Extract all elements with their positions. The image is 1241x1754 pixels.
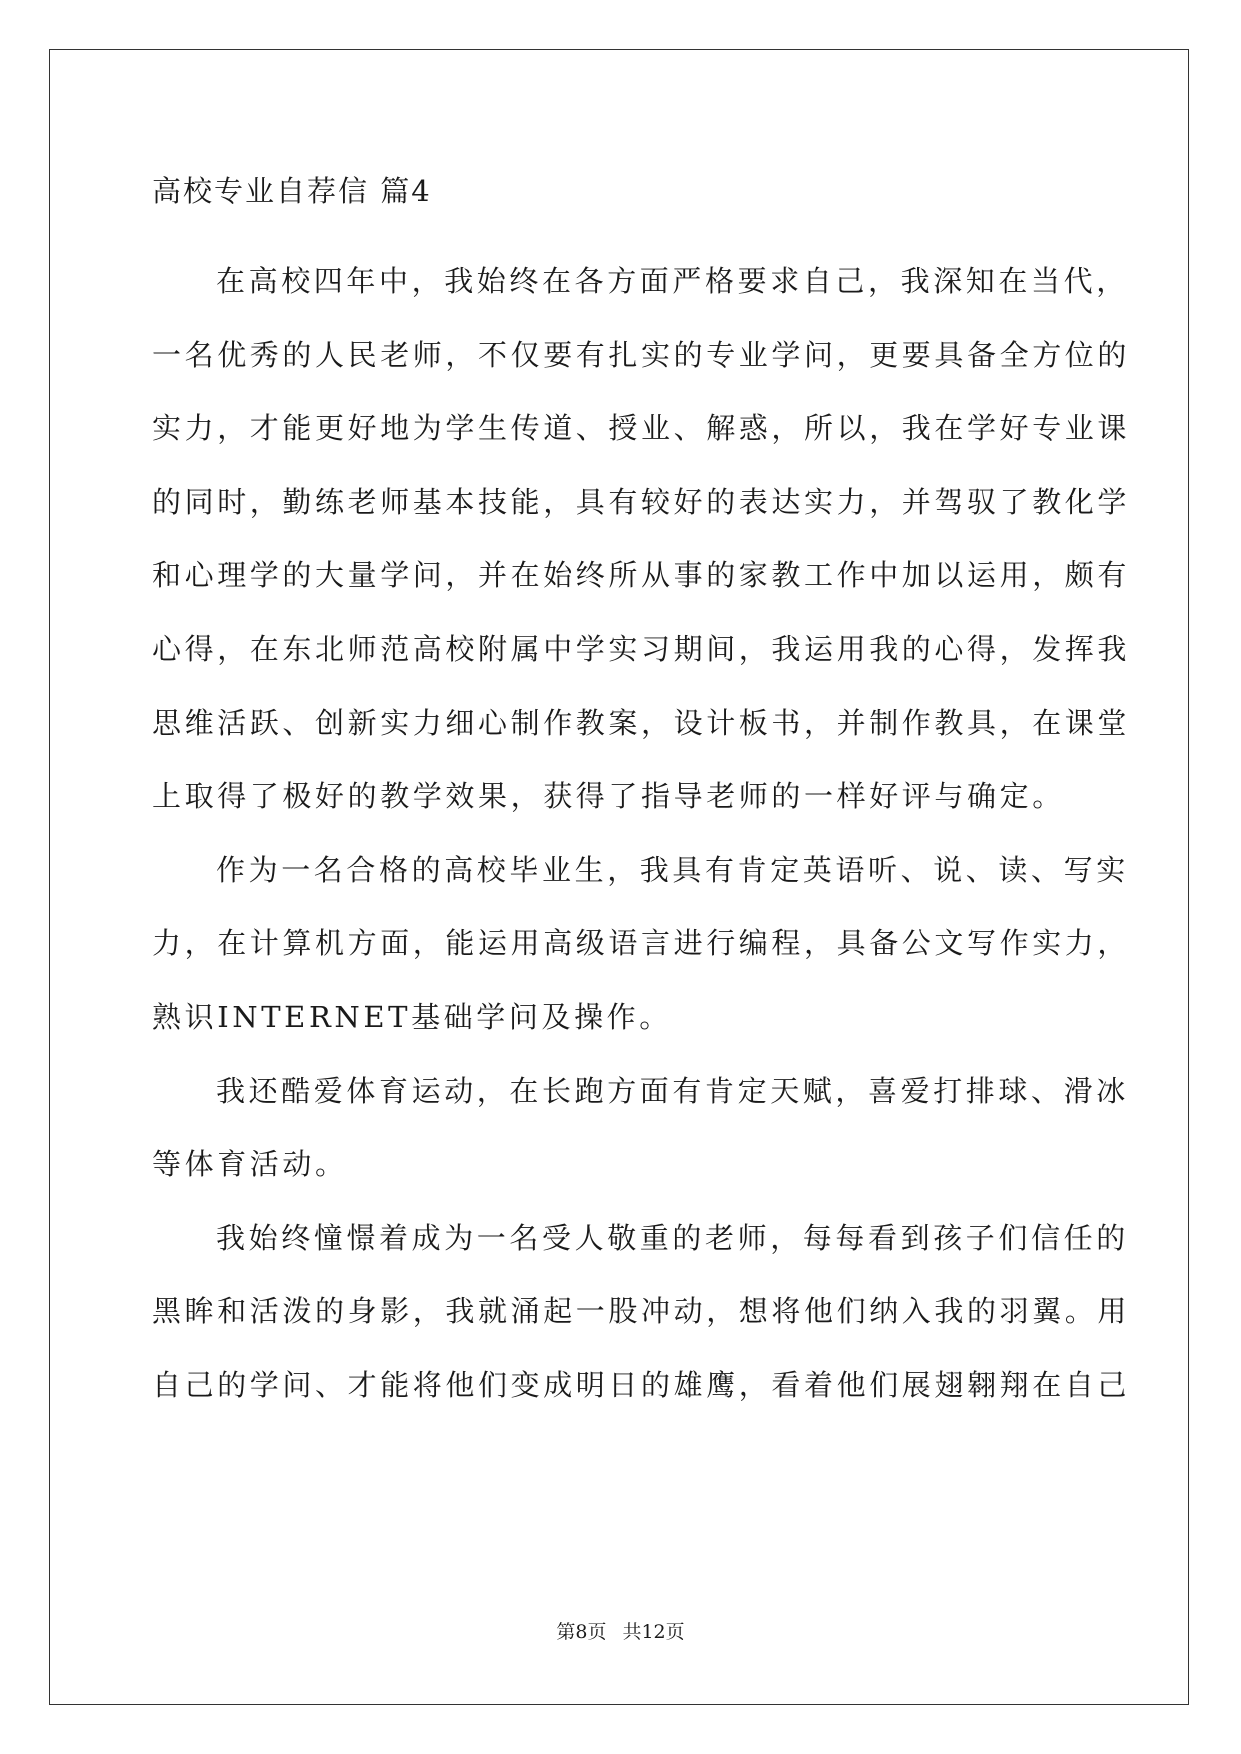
paragraph-4: [152, 1202, 1131, 1423]
text-line: 上取得了极好的教学效果，获得了指导老师的一样好评与确定。: [152, 779, 1065, 814]
page-number: 第8页: [556, 1621, 607, 1643]
text-line: 力，在计算机方面，能运用高级语言进行编程，具备公文写作实力，: [152, 926, 1131, 961]
text-line: 思维活跃、创新实力细心制作教案，设计板书，并制作教具，在课堂: [152, 705, 1131, 740]
text-line: 我始终憧憬着成为一名受人敬重的老师，每每看到孩子们信任的: [216, 1220, 1129, 1255]
text-line: 黑眸和活泼的身影，我就涌起一股冲动，想将他们纳入我的羽翼。用: [152, 1294, 1131, 1329]
paragraph-3: [152, 1055, 1129, 1202]
text-line: 作为一名合格的高校毕业生，我具有肯定英语听、说、读、写实: [216, 852, 1129, 887]
text-line: 等体育活动。: [152, 1147, 348, 1182]
page-footer: [0, 1620, 1241, 1644]
text-line: 一名优秀的人民老师，不仅要有扎实的专业学问，更要具备全方位的: [152, 337, 1131, 372]
text-line: 在高校四年中，我始终在各方面严格要求自己，我深知在当代，: [216, 264, 1129, 298]
text-line: 自己的学问、才能将他们变成明日的雄鹰，看着他们展翅翱翔在自己: [152, 1367, 1131, 1402]
text-line: 熟识INTERNET基础学问及操作。: [152, 999, 672, 1034]
text-line: 和心理学的大量学问，并在始终所从事的家教工作中加以运用，颇有: [152, 558, 1131, 593]
text-line: 实力，才能更好地为学生传道、授业、解惑，所以，我在学好专业课: [152, 411, 1131, 446]
text-line: 心得，在东北师范高校附属中学实习期间，我运用我的心得，发挥我: [152, 631, 1131, 666]
text-line: 的同时，勤练老师基本技能，具有较好的表达实力，并驾驭了教化学: [152, 484, 1131, 519]
paragraph-2: [152, 834, 1131, 1055]
text-line: 我还酷爱体育运动，在长跑方面有肯定天赋，喜爱打排球、滑冰: [216, 1073, 1129, 1108]
document-body: [152, 168, 1131, 1423]
document-title: 高校专业自荐信 篇4: [152, 174, 432, 208]
paragraph-1: [152, 245, 1131, 834]
page-total: 共12页: [622, 1621, 685, 1643]
